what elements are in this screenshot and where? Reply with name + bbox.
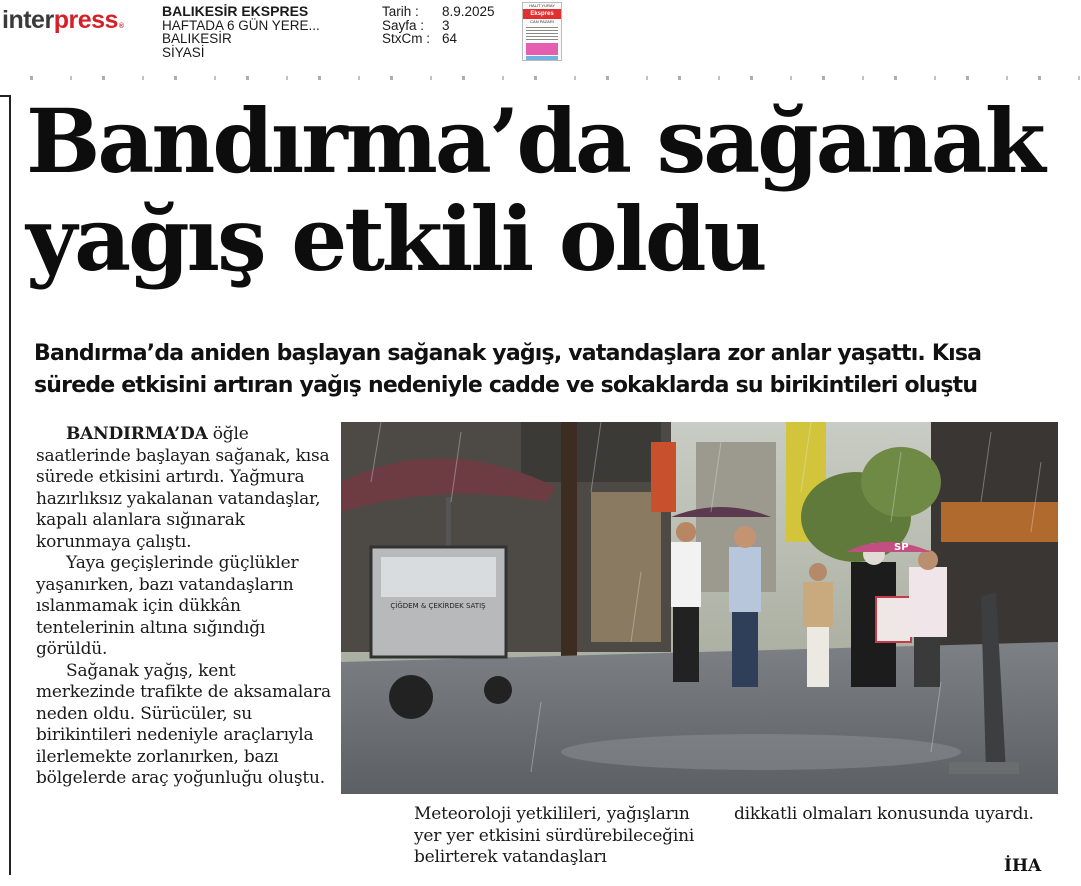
page-thumbnail[interactable] bbox=[522, 2, 562, 61]
article-deck bbox=[34, 338, 1064, 402]
news-agency-credit: İHA bbox=[1004, 856, 1042, 876]
woman-white-top bbox=[909, 567, 947, 637]
logo-main-text: inter bbox=[2, 6, 54, 34]
publication-category: SİYASİ bbox=[162, 44, 205, 60]
paragraph-text: öğle saatlerinde başlayan sağanak, kısa sürede etkisini artırdı. Yağmura hazırlıksız yakalanan vatandaşlar, kapalı alanlara sığınarak korunmaya çalıştı. bbox=[36, 424, 330, 552]
date-value: 8.9.2025 bbox=[442, 4, 495, 19]
person-dark-trousers bbox=[673, 607, 699, 682]
dateline: BANDIRMA’DA bbox=[66, 424, 208, 444]
thumbnail-ad-block bbox=[526, 43, 558, 55]
woman-trousers bbox=[914, 637, 940, 687]
person-head bbox=[734, 526, 756, 548]
article-paragraph: Yaya geçişlerinde güçlükler yaşanırken, bazı vatandaşların ıslanmamak için dükkân tentelerinin altına sığındığı görüldü. bbox=[36, 553, 299, 659]
clipping-meta bbox=[382, 5, 495, 46]
article-paragraph: Sağanak yağış, kent merkezinde trafikte de aksamalara neden oldu. Sürücüler, su birikintileri nedeniyle araçlarıyla ilerlemekte zorlanırken, bazı bölgelerde araç yoğunluğu oluştu. bbox=[36, 660, 331, 788]
puddle-reflection bbox=[561, 734, 961, 770]
person-jeans bbox=[732, 612, 758, 687]
deck-line: Bandırma’da aniden başlayan sağanak yağış, vatandaşlara zor anlar yaşattı. Kısa bbox=[34, 341, 982, 366]
column-rule bbox=[9, 95, 11, 875]
size-label: StxCm : bbox=[382, 31, 431, 46]
deck-line: sürede etkisini artıran yağış nedeniyle cadde ve sokaklarda su birikintileri oluştu bbox=[34, 373, 978, 398]
woman-head bbox=[918, 550, 938, 570]
cart-glass bbox=[381, 557, 496, 597]
awning-right bbox=[941, 502, 1058, 542]
tree-trunk bbox=[561, 422, 577, 662]
bollard-base bbox=[949, 762, 1019, 774]
shopping-bag bbox=[876, 597, 911, 642]
publication-frequency: HAFTADA 6 GÜN YERE... bbox=[162, 17, 320, 33]
article-column-3 bbox=[734, 804, 1054, 826]
rainy-street-scene bbox=[341, 422, 1058, 794]
article-photo[interactable] bbox=[341, 422, 1058, 794]
interpress-logo bbox=[2, 6, 124, 38]
thumbnail-banner: CAN PAZARI bbox=[530, 19, 554, 24]
thumbnail-text-block bbox=[526, 27, 558, 41]
article-column-2 bbox=[414, 804, 714, 869]
cart-wheel bbox=[484, 676, 512, 704]
child-trousers bbox=[807, 627, 829, 687]
tree bbox=[861, 447, 941, 517]
child-shirt bbox=[803, 582, 833, 627]
thumbnail-brand: Ekspres bbox=[523, 9, 561, 19]
shop-banner bbox=[651, 442, 676, 512]
publication-city: BALIKESİR bbox=[162, 31, 232, 46]
page-label: Sayfa : bbox=[382, 17, 425, 33]
thumbnail-top-text: HALIT YURAY bbox=[529, 3, 555, 8]
article-paragraph bbox=[36, 424, 336, 553]
headline-line: Bandırma’da sağanak bbox=[26, 89, 1043, 193]
article-headline bbox=[26, 89, 1066, 291]
headline-line: yağış etkili oldu bbox=[26, 187, 765, 291]
person-blue-shirt bbox=[729, 547, 761, 612]
scan-artifact bbox=[0, 76, 1081, 80]
size-value: 64 bbox=[442, 31, 458, 46]
publication-info bbox=[162, 5, 362, 59]
shop-sign-dark bbox=[521, 422, 661, 482]
child-head bbox=[809, 563, 827, 581]
person-white-shirt bbox=[671, 542, 701, 607]
article-column-1 bbox=[36, 424, 336, 790]
thumbnail-ad-block bbox=[526, 56, 558, 61]
article-paragraph: Meteoroloji yetkilileri, yağışların yer yer etkisini sürdürebileceğini belirterek vatandaşları bbox=[414, 804, 695, 867]
logo-accent-text: press bbox=[53, 6, 118, 34]
publication-name: BALIKESİR EKSPRES bbox=[162, 3, 309, 19]
logo-registered-mark: ® bbox=[118, 23, 124, 30]
shop-window bbox=[591, 492, 661, 642]
person-head bbox=[676, 522, 696, 542]
cart-wheel bbox=[389, 675, 433, 719]
date-label: Tarih : bbox=[382, 4, 419, 19]
article-paragraph: dikkatli olmaları konusunda uyardı. bbox=[734, 804, 1034, 824]
cart-sign-text: ÇİĞDEM & ÇEKİRDEK SATIŞ bbox=[390, 602, 486, 610]
page-value: 3 bbox=[442, 17, 450, 33]
umbrella-sign-text: SP bbox=[894, 542, 909, 553]
column-rule-tick bbox=[0, 95, 11, 97]
